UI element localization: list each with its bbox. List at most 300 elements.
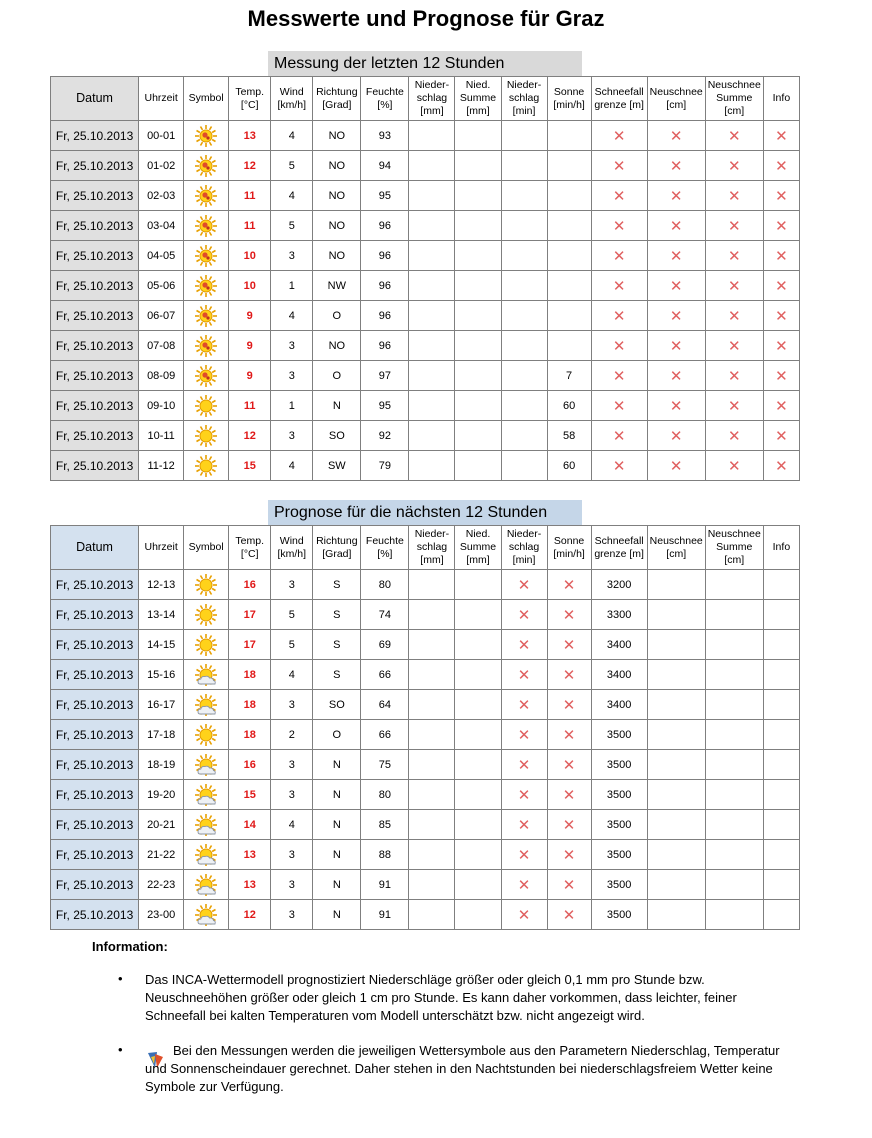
symbol-cell: [184, 181, 229, 211]
time-cell: 18-19: [139, 750, 184, 780]
precip-sum-cell: [455, 810, 501, 840]
header-niederschlag: Nieder- schlag [mm]: [409, 526, 455, 570]
humidity-cell: 79: [361, 451, 409, 481]
header-schneefallgrenze: Schneefall grenze [m]: [591, 77, 647, 121]
table-row: [51, 630, 800, 660]
symbol-cell: [184, 810, 229, 840]
symbol-cell: [184, 900, 229, 930]
not-available-icon: ✕: [547, 600, 591, 630]
night-sun-icon: [194, 154, 218, 178]
header-info: Info: [763, 526, 799, 570]
wind-cell: 3: [271, 361, 313, 391]
snowline-cell: 3500: [591, 840, 647, 870]
header-sonne: Sonne [min/h]: [547, 526, 591, 570]
new-snow-sum-cell: [705, 720, 763, 750]
temp-cell: 13: [229, 870, 271, 900]
table-row: [51, 151, 800, 181]
not-available-icon: ✕: [763, 451, 799, 481]
sun-icon: [194, 573, 218, 597]
sun-cell: 58: [547, 421, 591, 451]
not-available-icon: ✕: [591, 391, 647, 421]
date-cell: Fr, 25.10.2013: [51, 121, 139, 151]
symbol-cell: [184, 151, 229, 181]
wind-cell: 3: [271, 241, 313, 271]
info-cell: [763, 810, 799, 840]
temp-cell: 16: [229, 750, 271, 780]
header-row: [51, 77, 800, 121]
date-cell: Fr, 25.10.2013: [51, 900, 139, 930]
not-available-icon: ✕: [763, 151, 799, 181]
header-niederschlag-min: Nieder- schlag [min]: [501, 77, 547, 121]
date-cell: Fr, 25.10.2013: [51, 451, 139, 481]
precip-cell: [409, 840, 455, 870]
info-cell: [763, 780, 799, 810]
precip-sum-cell: [455, 331, 501, 361]
symbol-cell: [184, 600, 229, 630]
temp-cell: 13: [229, 121, 271, 151]
symbol-cell: [184, 870, 229, 900]
night-sun-icon: [194, 304, 218, 328]
wind-cell: 4: [271, 301, 313, 331]
direction-cell: NO: [313, 181, 361, 211]
temp-cell: 13: [229, 840, 271, 870]
table-row: [51, 241, 800, 271]
not-available-icon: ✕: [705, 181, 763, 211]
direction-cell: N: [313, 780, 361, 810]
forecast-section-label: Prognose für die nächsten 12 Stunden: [268, 500, 582, 525]
info-cell: [763, 750, 799, 780]
table-row: [51, 600, 800, 630]
forecast-table: [50, 525, 800, 930]
temp-cell: 9: [229, 361, 271, 391]
temp-cell: 17: [229, 630, 271, 660]
precip-cell: [409, 211, 455, 241]
humidity-cell: 75: [361, 750, 409, 780]
sun-icon: [194, 394, 218, 418]
symbol-cell: [184, 780, 229, 810]
not-available-icon: ✕: [647, 421, 705, 451]
table-row: [51, 750, 800, 780]
direction-cell: NO: [313, 151, 361, 181]
date-cell: Fr, 25.10.2013: [51, 151, 139, 181]
wind-cell: 5: [271, 600, 313, 630]
symbol-cell: [184, 660, 229, 690]
not-available-icon: ✕: [547, 900, 591, 930]
snowline-cell: 3200: [591, 570, 647, 600]
table-row: [51, 570, 800, 600]
night-sun-icon: [194, 184, 218, 208]
humidity-cell: 95: [361, 181, 409, 211]
temp-cell: 12: [229, 151, 271, 181]
sun-cell: [547, 271, 591, 301]
precip-cell: [409, 301, 455, 331]
date-cell: Fr, 25.10.2013: [51, 211, 139, 241]
humidity-cell: 91: [361, 900, 409, 930]
header-schneefallgrenze: Schneefall grenze [m]: [591, 526, 647, 570]
direction-cell: SW: [313, 451, 361, 481]
precip-sum-cell: [455, 660, 501, 690]
new-snow-sum-cell: [705, 630, 763, 660]
precip-cell: [409, 570, 455, 600]
not-available-icon: ✕: [705, 121, 763, 151]
precip-cell: [409, 900, 455, 930]
new-snow-sum-cell: [705, 900, 763, 930]
precip-min-cell: [501, 391, 547, 421]
precip-sum-cell: [455, 241, 501, 271]
direction-cell: S: [313, 570, 361, 600]
info-cell: [763, 660, 799, 690]
wind-cell: 4: [271, 660, 313, 690]
date-cell: Fr, 25.10.2013: [51, 331, 139, 361]
precip-cell: [409, 600, 455, 630]
direction-cell: NO: [313, 331, 361, 361]
precip-min-cell: [501, 151, 547, 181]
not-available-icon: ✕: [591, 331, 647, 361]
precip-cell: [409, 121, 455, 151]
date-cell: Fr, 25.10.2013: [51, 361, 139, 391]
table-row: [51, 121, 800, 151]
header-feuchte: Feuchte [%]: [361, 77, 409, 121]
snowline-cell: 3500: [591, 810, 647, 840]
precip-cell: [409, 391, 455, 421]
not-available-icon: ✕: [547, 630, 591, 660]
precip-min-cell: [501, 241, 547, 271]
precip-min-cell: [501, 301, 547, 331]
not-available-icon: ✕: [591, 421, 647, 451]
not-available-icon: ✕: [763, 301, 799, 331]
new-snow-sum-cell: [705, 600, 763, 630]
not-available-icon: ✕: [647, 391, 705, 421]
snowline-cell: 3500: [591, 780, 647, 810]
date-cell: Fr, 25.10.2013: [51, 421, 139, 451]
sun-cell: [547, 151, 591, 181]
new-snow-sum-cell: [705, 690, 763, 720]
symbol-cell: [184, 331, 229, 361]
snowline-cell: 3500: [591, 720, 647, 750]
header-richtung: Richtung [Grad]: [313, 77, 361, 121]
bullet: •: [118, 1042, 123, 1057]
table-row: [51, 451, 800, 481]
precip-cell: [409, 421, 455, 451]
direction-cell: NW: [313, 271, 361, 301]
not-available-icon: ✕: [547, 720, 591, 750]
time-cell: 00-01: [139, 121, 184, 151]
date-cell: Fr, 25.10.2013: [51, 570, 139, 600]
symbol-cell: [184, 301, 229, 331]
header-neuschnee-summe: Neuschnee Summe [cm]: [705, 526, 763, 570]
sun-cloud-icon: [194, 693, 218, 717]
table-row: [51, 900, 800, 930]
sun-cloud-icon: [194, 903, 218, 927]
precip-cell: [409, 870, 455, 900]
precip-min-cell: [501, 421, 547, 451]
direction-cell: SO: [313, 690, 361, 720]
time-cell: 20-21: [139, 810, 184, 840]
humidity-cell: 66: [361, 660, 409, 690]
table-row: [51, 690, 800, 720]
time-cell: 06-07: [139, 301, 184, 331]
humidity-cell: 74: [361, 600, 409, 630]
direction-cell: S: [313, 660, 361, 690]
precip-min-cell: [501, 181, 547, 211]
sun-icon: [194, 424, 218, 448]
symbol-cell: [184, 121, 229, 151]
info-paragraph-2: Bei den Messungen werden die jeweiligen Wettersymbole aus den Parametern Niederschlag, Temperatur und Sonnenscheindauer gerechnet. Daher stehen in den Nachtstunden bei niederschlagsfreiem Wetter keine Symbole zur Verfügung.: [145, 1043, 780, 1094]
sun-cell: 7: [547, 361, 591, 391]
symbol-cell: [184, 361, 229, 391]
header-wind: Wind [km/h]: [271, 526, 313, 570]
precip-cell: [409, 750, 455, 780]
sun-cloud-icon: [194, 753, 218, 777]
symbol-cell: [184, 241, 229, 271]
temp-cell: 15: [229, 451, 271, 481]
time-cell: 02-03: [139, 181, 184, 211]
new-snow-cell: [647, 900, 705, 930]
temp-cell: 12: [229, 900, 271, 930]
new-snow-cell: [647, 570, 705, 600]
precip-sum-cell: [455, 361, 501, 391]
snowline-cell: 3500: [591, 900, 647, 930]
temp-cell: 12: [229, 421, 271, 451]
direction-cell: S: [313, 600, 361, 630]
table-row: [51, 331, 800, 361]
symbol-cell: [184, 630, 229, 660]
header-uhrzeit: Uhrzeit: [139, 77, 184, 121]
date-cell: Fr, 25.10.2013: [51, 301, 139, 331]
not-available-icon: ✕: [591, 451, 647, 481]
humidity-cell: 64: [361, 690, 409, 720]
not-available-icon: ✕: [501, 870, 547, 900]
night-sun-icon: [194, 364, 218, 388]
precip-cell: [409, 660, 455, 690]
not-available-icon: ✕: [591, 361, 647, 391]
info-paragraph-1: Das INCA-Wettermodell prognostiziert Niederschläge größer oder gleich 0,1 mm pro Stunde bzw. Neuschneehöhen größer oder gleich 1 cm pro Stunde. Es kann daher vorkommen, dass leichter, feiner Schneefall bei kalten Temperaturen vom Modell unterschätzt bzw. nicht angezeigt wird.: [145, 972, 737, 1023]
humidity-cell: 96: [361, 301, 409, 331]
date-cell: Fr, 25.10.2013: [51, 750, 139, 780]
table-row: [51, 271, 800, 301]
precip-cell: [409, 271, 455, 301]
not-available-icon: ✕: [763, 241, 799, 271]
wind-cell: 4: [271, 121, 313, 151]
header-datum: Datum: [51, 526, 139, 570]
measurement-section-label: Messung der letzten 12 Stunden: [268, 51, 582, 76]
not-available-icon: ✕: [763, 361, 799, 391]
not-available-icon: ✕: [547, 840, 591, 870]
night-sun-icon: [194, 334, 218, 358]
precip-sum-cell: [455, 630, 501, 660]
time-cell: 05-06: [139, 271, 184, 301]
sun-icon: [194, 633, 218, 657]
precip-sum-cell: [455, 900, 501, 930]
sun-icon: [194, 723, 218, 747]
precip-sum-cell: [455, 720, 501, 750]
temp-cell: 9: [229, 301, 271, 331]
precip-sum-cell: [455, 780, 501, 810]
new-snow-sum-cell: [705, 660, 763, 690]
precip-cell: [409, 780, 455, 810]
wind-cell: 3: [271, 870, 313, 900]
time-cell: 04-05: [139, 241, 184, 271]
time-cell: 12-13: [139, 570, 184, 600]
precip-min-cell: [501, 331, 547, 361]
info-cell: [763, 690, 799, 720]
not-available-icon: ✕: [501, 840, 547, 870]
new-snow-sum-cell: [705, 870, 763, 900]
time-cell: 23-00: [139, 900, 184, 930]
header-niederschlag: Nieder- schlag [mm]: [409, 77, 455, 121]
new-snow-sum-cell: [705, 570, 763, 600]
precip-sum-cell: [455, 391, 501, 421]
not-available-icon: ✕: [501, 600, 547, 630]
precip-sum-cell: [455, 840, 501, 870]
date-cell: Fr, 25.10.2013: [51, 600, 139, 630]
not-available-icon: ✕: [705, 361, 763, 391]
temp-cell: 9: [229, 331, 271, 361]
not-available-icon: ✕: [763, 331, 799, 361]
bullet: •: [118, 971, 123, 986]
not-available-icon: ✕: [705, 271, 763, 301]
header-info: Info: [763, 77, 799, 121]
info-cell: [763, 900, 799, 930]
table-row: [51, 720, 800, 750]
direction-cell: N: [313, 870, 361, 900]
temp-cell: 18: [229, 660, 271, 690]
not-available-icon: ✕: [591, 211, 647, 241]
precip-cell: [409, 690, 455, 720]
precip-sum-cell: [455, 750, 501, 780]
not-available-icon: ✕: [647, 361, 705, 391]
sun-cell: 60: [547, 451, 591, 481]
date-cell: Fr, 25.10.2013: [51, 391, 139, 421]
wind-cell: 1: [271, 271, 313, 301]
humidity-cell: 95: [361, 391, 409, 421]
header-temp: Temp. [°C]: [229, 526, 271, 570]
table-row: [51, 870, 800, 900]
new-snow-cell: [647, 810, 705, 840]
header-datum: Datum: [51, 77, 139, 121]
new-snow-cell: [647, 690, 705, 720]
night-sun-icon: [194, 214, 218, 238]
header-symbol: Symbol: [184, 526, 229, 570]
night-sun-icon: [194, 244, 218, 268]
header-wind: Wind [km/h]: [271, 77, 313, 121]
night-sun-icon: [194, 274, 218, 298]
header-niederschlag-min: Nieder- schlag [min]: [501, 526, 547, 570]
date-cell: Fr, 25.10.2013: [51, 690, 139, 720]
precip-sum-cell: [455, 570, 501, 600]
date-cell: Fr, 25.10.2013: [51, 840, 139, 870]
direction-cell: N: [313, 810, 361, 840]
temp-cell: 15: [229, 780, 271, 810]
date-cell: Fr, 25.10.2013: [51, 181, 139, 211]
precip-cell: [409, 361, 455, 391]
not-available-icon: ✕: [647, 211, 705, 241]
table-row: [51, 391, 800, 421]
direction-cell: O: [313, 301, 361, 331]
precip-sum-cell: [455, 301, 501, 331]
header-richtung: Richtung [Grad]: [313, 526, 361, 570]
table-row: [51, 181, 800, 211]
snowline-cell: 3500: [591, 870, 647, 900]
date-cell: Fr, 25.10.2013: [51, 660, 139, 690]
not-available-icon: ✕: [591, 271, 647, 301]
header-uhrzeit: Uhrzeit: [139, 526, 184, 570]
not-available-icon: ✕: [705, 151, 763, 181]
direction-cell: O: [313, 361, 361, 391]
date-cell: Fr, 25.10.2013: [51, 810, 139, 840]
wind-cell: 3: [271, 780, 313, 810]
wind-cell: 3: [271, 690, 313, 720]
not-available-icon: ✕: [763, 121, 799, 151]
precip-min-cell: [501, 451, 547, 481]
time-cell: 14-15: [139, 630, 184, 660]
precip-cell: [409, 810, 455, 840]
not-available-icon: ✕: [705, 211, 763, 241]
not-available-icon: ✕: [591, 181, 647, 211]
header-temp: Temp. [°C]: [229, 77, 271, 121]
direction-cell: NO: [313, 211, 361, 241]
not-available-icon: ✕: [591, 121, 647, 151]
symbol-cell: [184, 211, 229, 241]
new-snow-cell: [647, 780, 705, 810]
symbol-cell: [184, 391, 229, 421]
sun-cell: [547, 301, 591, 331]
new-snow-cell: [647, 870, 705, 900]
not-available-icon: ✕: [501, 810, 547, 840]
header-nied-summe: Nied. Summe [mm]: [455, 77, 501, 121]
precip-cell: [409, 151, 455, 181]
precip-sum-cell: [455, 211, 501, 241]
direction-cell: NO: [313, 121, 361, 151]
direction-cell: N: [313, 750, 361, 780]
info-cell: [763, 840, 799, 870]
humidity-cell: 80: [361, 780, 409, 810]
not-available-icon: ✕: [547, 810, 591, 840]
precip-cell: [409, 181, 455, 211]
precip-sum-cell: [455, 690, 501, 720]
not-available-icon: ✕: [547, 660, 591, 690]
snowline-cell: 3500: [591, 750, 647, 780]
humidity-cell: 69: [361, 630, 409, 660]
temp-cell: 11: [229, 181, 271, 211]
not-available-icon: ✕: [647, 331, 705, 361]
page-title: Messwerte und Prognose für Graz: [247, 6, 605, 31]
not-available-icon: ✕: [705, 331, 763, 361]
time-cell: 08-09: [139, 361, 184, 391]
forecast-rows: [51, 570, 800, 930]
not-available-icon: ✕: [705, 241, 763, 271]
header-symbol: Symbol: [184, 77, 229, 121]
new-snow-sum-cell: [705, 750, 763, 780]
precip-sum-cell: [455, 600, 501, 630]
sun-cell: [547, 211, 591, 241]
table-row: [51, 211, 800, 241]
not-available-icon: ✕: [647, 241, 705, 271]
wind-cell: 2: [271, 720, 313, 750]
temp-cell: 11: [229, 391, 271, 421]
time-cell: 17-18: [139, 720, 184, 750]
sun-cloud-icon: [194, 663, 218, 687]
not-available-icon: ✕: [763, 181, 799, 211]
time-cell: 13-14: [139, 600, 184, 630]
wind-cell: 4: [271, 810, 313, 840]
info-cell: [763, 870, 799, 900]
not-available-icon: ✕: [547, 750, 591, 780]
time-cell: 15-16: [139, 660, 184, 690]
direction-cell: N: [313, 840, 361, 870]
symbol-cell: [184, 421, 229, 451]
direction-cell: N: [313, 391, 361, 421]
